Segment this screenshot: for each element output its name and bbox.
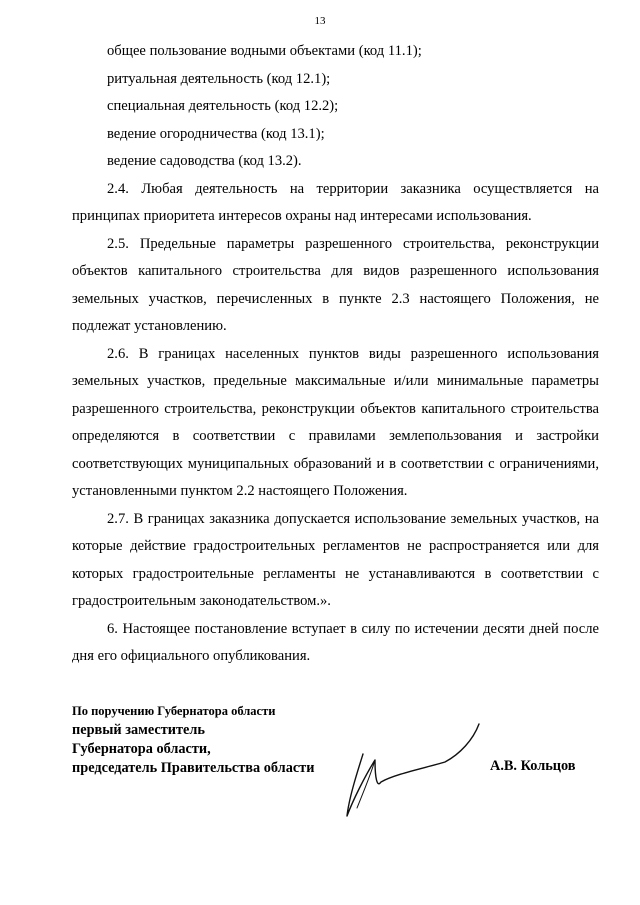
signature-block [72, 702, 314, 778]
list-item: ведение садоводства (код 13.2). [107, 153, 302, 169]
paragraph-2-4: 2.4. Любая деятельность на территории заказника осуществляется на принципах приоритета интересов охраны над интересами использования. [72, 180, 599, 224]
paragraph-2-6: 2.6. В границах населенных пунктов виды разрешенного использования земельных участков, предельные максимальные и/или минимальные параметры разрешенного строительства, реконструкции объектов капитального строительства определяются в соответствии с правилами землепользования и застройки соответствующих муниципальных образований и в соответствии с ограничениями, установленными пунктом 2.2 настоящего Положения. [72, 345, 599, 499]
list-item: ведение огородничества (код 13.1); [107, 125, 325, 142]
paragraph-2-5: 2.5. Предельные параметры разрешенного строительства, реконструкции объектов капитального строительства для видов разрешенного использования земельных участков, перечисленных в пункте 2.3 настоящего Положения, не подлежат установлению. [72, 235, 599, 334]
handwritten-signature [335, 718, 485, 828]
page-number: 13 [314, 15, 326, 27]
list-item: специальная деятельность (код 12.2); [107, 98, 339, 114]
signatory-title-1: первый заместитель [72, 722, 205, 738]
signer-name: А.В. Кольцов [490, 758, 576, 774]
signatory-title-3: председатель Правительства области [72, 760, 315, 776]
paragraph-6: 6. Настоящее постановление вступает в силу по истечении десяти дней после дня его официального опубликования. [72, 620, 599, 664]
signatory-title-2: Губернатора области, [72, 741, 211, 757]
signatory-authority: По поручению Губернатора области [72, 704, 276, 718]
document-body [72, 38, 599, 671]
list-item: ритуальная деятельность (код 12.1); [107, 70, 331, 87]
list-item: общее пользование водными объектами (код 11.1); [107, 43, 422, 59]
paragraph-2-7: 2.7. В границах заказника допускается использование земельных участков, на которые действие градостроительных регламентов не распространяется или для которых градостроительные регламенты не устанавливаются в соответствии с градостроительным законодательством.». [72, 510, 599, 609]
